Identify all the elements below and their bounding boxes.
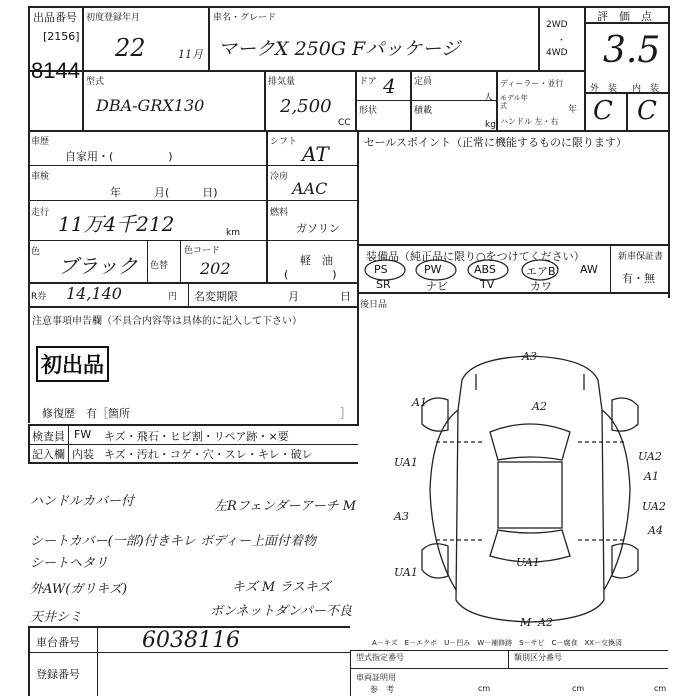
ac-value: AAC [292, 179, 328, 198]
inspector-label-1: 検査員 [32, 430, 65, 443]
note-ceiling-stain: 天井シミ [30, 610, 83, 625]
note-handle-cover: ハンドルカバー付 [30, 494, 135, 509]
interior-value: C [637, 96, 657, 126]
equip-tv: TV [480, 278, 495, 291]
handle-label: ハンドル 左・右 [500, 117, 559, 126]
diag-mark-ua2-right: UA2 [638, 450, 662, 463]
diag-mark-ua1-left: UA1 [394, 456, 418, 469]
model-value: DBA-GRX130 [96, 96, 205, 115]
warranty-label: 新車保証書 [618, 252, 664, 262]
fuel-diesel: 軽 油 [300, 254, 333, 267]
meigi-label: 名変期限 [194, 290, 238, 303]
diag-mark-ua2-right2: UA2 [642, 500, 666, 513]
history-label: 車歴 [31, 137, 50, 147]
capacity-unit: 人 [484, 93, 494, 103]
reg-label: 登録番号 [36, 668, 80, 681]
diag-mark-ua1-trunk: UA1 [516, 556, 540, 569]
lot-sub: [2156] [43, 30, 80, 43]
note-seat-wear: シートヘタリ [30, 556, 109, 571]
ac-label: 冷房 [270, 172, 289, 182]
inspector-inner: 内装 [72, 448, 94, 461]
doors-label: ドア [359, 77, 377, 87]
drive-4wd: 4WD [546, 48, 568, 58]
color-value: ブラック [58, 254, 138, 278]
load-unit: kg [485, 120, 496, 130]
interior-label: 内 装 [632, 84, 660, 94]
repair-bracket: ］ [340, 407, 351, 420]
load-label: 積載 [414, 106, 433, 116]
cm-unit-1: cm [478, 684, 491, 693]
diag-mark-ua1-rear: UA1 [394, 566, 418, 579]
sales-label: セールスポイント（正常に機能するものに限ります） [364, 136, 628, 149]
diag-mark-a4: A4 [648, 524, 663, 537]
first-listing-stamp: 初出品 [36, 346, 109, 382]
note-aw-scratch: 外AW(ガリキズ) [30, 582, 128, 597]
after-label: 後日品 [360, 300, 388, 310]
model-year-label: モデル年式 [500, 94, 528, 110]
diag-mark-a1-left: A1 [412, 396, 427, 409]
chassis-value: 6038116 [142, 628, 240, 653]
exterior-value: C [593, 96, 613, 126]
car-diagram [392, 350, 668, 630]
recycle-value: 14,140 [66, 284, 122, 303]
note-fender-arch: 左Rフェンダーアーチ M [214, 499, 357, 514]
year-unit: 年 [568, 105, 578, 115]
diag-mark-a2-hood: A2 [532, 400, 547, 413]
displacement-unit: CC [338, 118, 351, 128]
note-seat-cover: シートカバー(一部)付きキレ [30, 534, 196, 549]
cm-unit-3: cm [654, 684, 667, 693]
mileage-unit: km [226, 228, 240, 238]
equip-leather: カワ [530, 280, 552, 293]
diag-mark-a3-left: A3 [394, 510, 409, 523]
diag-mark-m: M [520, 616, 532, 629]
shape-label: 形状 [359, 106, 378, 116]
equip-aw: AW [580, 263, 598, 276]
ref-label: 参 考 [370, 685, 394, 694]
cert-label: 車両証明用 [356, 673, 396, 682]
car-name-value: マークX 250G Fパッケージ [218, 38, 460, 60]
equip-ps: PS [374, 263, 388, 276]
inspector-row1: キズ・飛石・ヒビ割・リペア跡・×要 [104, 430, 289, 443]
inspection-value: 年 月( 日) [110, 186, 218, 199]
equipment-label: 装備品（純正品に限り○をつけてください） [366, 250, 585, 263]
first-reg-month: 11月 [178, 48, 203, 61]
name-label: 車名・グレード [213, 13, 277, 23]
inspector-fw: FW [74, 428, 92, 441]
drive-2wd: 2WD [546, 20, 568, 30]
displacement-value: 2,500 [280, 96, 332, 117]
model-label: 型式 [86, 77, 105, 87]
equip-sr: SR [376, 278, 391, 291]
displacement-label: 排気量 [268, 77, 296, 87]
equip-navi: ナビ [426, 280, 448, 293]
mileage-label: 走行 [31, 208, 50, 218]
model-cert-label: 型式指定番号 [356, 653, 404, 662]
category-label: 類別区分番号 [514, 653, 562, 662]
equip-abs: ABS [474, 263, 496, 276]
meigi-day: 日 [340, 290, 351, 303]
recycle-unit: 円 [168, 292, 178, 302]
equip-airbag: エアB [526, 265, 556, 278]
inspection-label: 車検 [31, 172, 50, 182]
diag-mark-a1-right: A1 [644, 470, 659, 483]
color-label: 色 [31, 247, 41, 257]
mileage-value: 11万4千212 [58, 212, 175, 236]
notes-label: 注意事項申告欄（不具合内容等は具体的に記入して下さい） [32, 316, 302, 327]
dealer-label: ディーラー・並行 [500, 79, 564, 88]
inspector-label-2: 記入欄 [32, 448, 65, 461]
fuel-gas: ガソリン [296, 222, 340, 235]
drive-dot: ・ [557, 36, 567, 46]
warranty-value: 有・無 [622, 272, 655, 285]
capacity-label: 定員 [414, 77, 433, 87]
color-swap-label: 色替 [150, 261, 169, 271]
chassis-label: 車台番号 [36, 636, 80, 649]
shift-label: シフト [270, 137, 298, 147]
note-glass-scratch: キズ M ラスキズ [232, 580, 331, 595]
first-reg-label: 初度登録年月 [86, 13, 141, 23]
diag-mark-a3-top: A3 [522, 350, 537, 363]
diag-mark-a2-rear: A2 [538, 616, 553, 629]
lot-label: 出品番号 [33, 11, 77, 24]
meigi-month: 月 [288, 290, 299, 303]
color-code-value: 202 [200, 259, 231, 278]
exterior-label: 外 装 [590, 84, 618, 94]
fuel-label: 燃料 [270, 208, 289, 218]
cm-unit-2: cm [572, 684, 585, 693]
doors-value: 4 [383, 74, 396, 98]
fuel-paren: ( ) [284, 268, 337, 281]
rating-label: 評 価 点 [597, 10, 652, 23]
diagram-legend: A－キズ E－エクボ U－凹み W－補修跡 S－サビ C－腐食 XX－交換済 [372, 639, 623, 647]
note-body-deposit: ボディー上面付着物 [200, 534, 316, 549]
equip-pw: PW [424, 263, 442, 276]
inspector-row2: キズ・汚れ・コゲ・穴・スレ・キレ・破レ [104, 448, 313, 461]
history-value: 自家用・( ) [65, 150, 173, 163]
rating-value: 3.5 [603, 30, 661, 71]
note-bonnet-damper: ボンネットダンパー不良 [210, 604, 352, 619]
recycle-label: R券 [31, 292, 47, 302]
lot-number: 8144 [31, 58, 80, 83]
first-reg-value: 22 [115, 34, 146, 62]
repair-label: 修復歴 有［箇所 [42, 407, 130, 420]
shift-value: AT [302, 142, 329, 166]
equipment-circle-marks [360, 256, 610, 292]
color-code-label: 色コード [184, 246, 221, 256]
